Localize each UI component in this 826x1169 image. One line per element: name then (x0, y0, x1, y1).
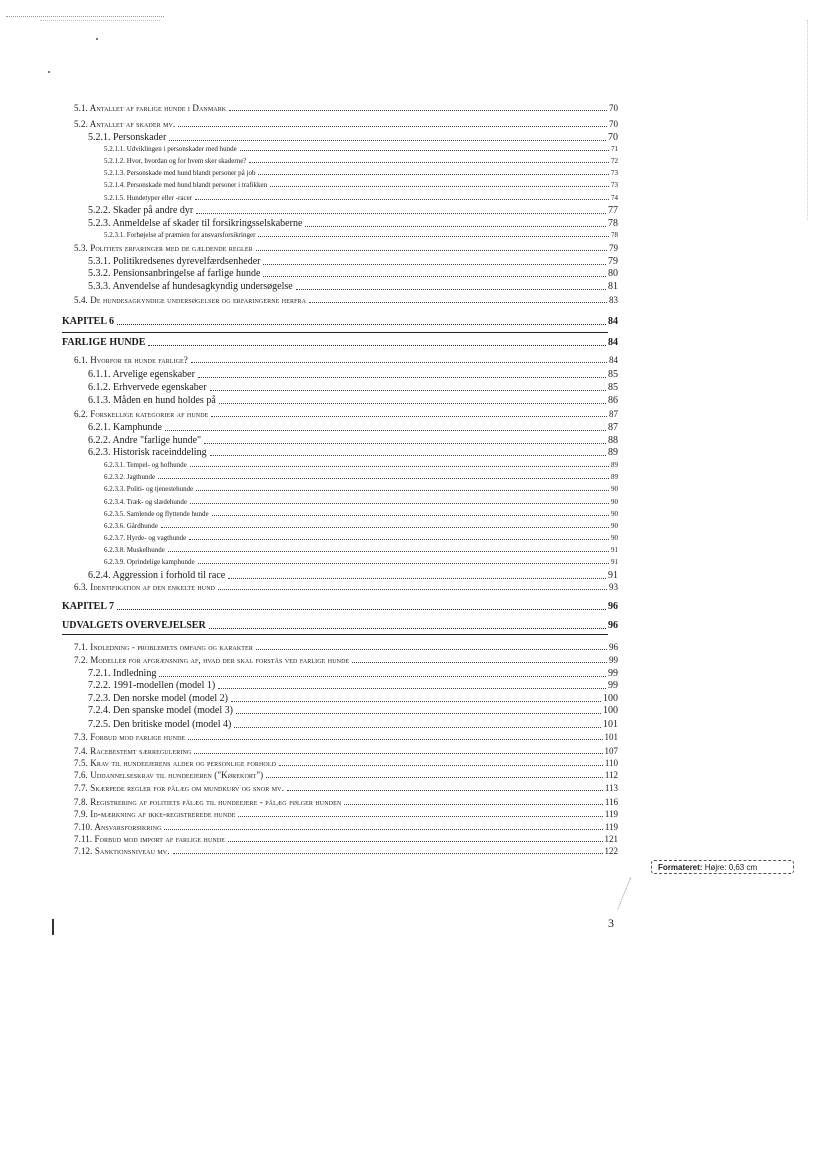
toc-entry[interactable] (62, 535, 618, 542)
comment-label: Formateret: (658, 863, 703, 872)
toc-dot-leader (204, 443, 606, 444)
toc-entry-page: 93 (609, 582, 618, 592)
toc-dot-leader (178, 126, 607, 127)
toc-entry-page: 99 (608, 668, 618, 679)
toc-entry[interactable] (62, 571, 618, 581)
toc-entry-label: 6.2.3.9. Oprindelige kamphunde (104, 558, 195, 566)
toc-entry-label: 6.2.3.8. Muskelhunde (104, 546, 165, 554)
toc-dot-leader (231, 701, 601, 702)
scan-artifact-top (6, 16, 164, 19)
toc-entry[interactable] (62, 681, 618, 691)
toc-entry-label: UDVALGETS OVERVEJELSER (62, 620, 206, 631)
toc-entry-page: 107 (604, 746, 618, 756)
toc-entry-label: 6.2.3.2. Jagthunde (104, 473, 156, 481)
toc-entry[interactable] (62, 383, 618, 393)
toc-entry-label: 7.2.3. Den norske model (model 2) (88, 693, 228, 704)
toc-entry-label: 6.2.2. Andre "farlige hunde" (88, 435, 202, 446)
toc-entry-page: 119 (604, 809, 618, 819)
toc-entry-label: 5.2.1.2. Hvor, hvordan og for hvem sker skaderne? (104, 157, 247, 165)
toc-entry[interactable] (62, 219, 618, 229)
toc-entry-page: 79 (609, 243, 618, 253)
toc-dot-leader (296, 289, 606, 290)
toc-entry-label: 6.2. Forskellige kategorier af hunde (74, 409, 209, 419)
toc-entry-page: 110 (604, 758, 618, 768)
toc-entry-label: 7.2.4. Den spanske model (model 3) (88, 705, 233, 716)
toc-entry[interactable] (62, 810, 618, 819)
toc-entry[interactable] (62, 317, 618, 327)
toc-entry[interactable] (62, 370, 618, 380)
toc-entry-label: 7.2.1. Indledning (88, 668, 157, 679)
toc-entry-label: 7.6. Uddannelseskrav til hundeejeren ("Kørekort") (74, 770, 264, 780)
toc-entry-page: 122 (604, 846, 618, 856)
toc-dot-leader (209, 628, 606, 629)
toc-entry-page: 116 (604, 797, 618, 807)
toc-entry[interactable] (62, 656, 618, 665)
toc-dot-leader (189, 539, 609, 540)
toc-entry[interactable] (62, 462, 618, 469)
toc-dot-leader (210, 455, 606, 456)
toc-entry-label: 5.2. Antallet af skader mv. (74, 119, 176, 129)
toc-entry-page: 91 (611, 558, 618, 566)
comment-text: Højre: 0,63 cm (704, 863, 758, 872)
toc-dot-leader (191, 362, 607, 363)
toc-entry[interactable] (62, 669, 618, 679)
toc-entry-page: 90 (611, 534, 618, 542)
toc-entry-label: 6.2.3.5. Samlende og flyttende hunde (104, 510, 209, 518)
toc-entry-page: 91 (608, 570, 618, 581)
toc-entry-label: 7.9. Id-mærkning af ikke-registrerede hunde (74, 809, 236, 819)
change-bar (52, 919, 54, 935)
toc-dot-leader (190, 466, 609, 467)
toc-entry-label: 6.2.3.3. Politi- og tjenestehunde (104, 485, 194, 493)
toc-dot-leader (228, 578, 606, 579)
toc-entry-label: 6.2.3. Historisk raceinddeling (88, 447, 207, 458)
toc-entry-label: 6.3. Identifikation af den enkelte hund (74, 582, 216, 592)
toc-dot-leader (234, 727, 601, 728)
toc-entry-page: 78 (608, 218, 618, 229)
toc-dot-leader (236, 713, 601, 714)
toc-dot-leader (165, 430, 606, 431)
toc-dot-leader (229, 110, 607, 111)
toc-entry[interactable] (62, 158, 618, 165)
toc-dot-leader (159, 676, 606, 677)
toc-entry-page: 99 (608, 680, 618, 691)
toc-entry-label: 7.12. Sanktionsniveau mv. (74, 846, 170, 856)
toc-dot-leader (158, 478, 609, 479)
toc-entry-label: 7.1. Indledning - problemets omfang og karakter (74, 642, 253, 652)
toc-entry-page: 99 (609, 655, 618, 665)
toc-dot-leader (117, 324, 606, 325)
toc-entry-label: 6.1. Hvorfor er hunde farlige? (74, 355, 188, 365)
toc-entry-page: 96 (609, 642, 618, 652)
toc-entry[interactable] (62, 410, 618, 419)
toc-entry[interactable] (62, 170, 618, 177)
toc-dot-leader (169, 140, 606, 141)
toc-dot-leader (238, 816, 602, 817)
toc-entry[interactable] (62, 547, 618, 554)
toc-entry[interactable] (62, 296, 618, 305)
toc-entry-label: 7.2. Modeller for afgrænsning af, hvad der skal forstås ved farlige hunde (74, 655, 350, 665)
toc-dot-leader (258, 174, 609, 175)
toc-entry-label: 7.2.2. 1991-modellen (model 1) (88, 680, 216, 691)
scan-artifact-top-secondary (40, 20, 160, 21)
toc-entry-page: 101 (604, 732, 618, 742)
toc-entry-page: 112 (604, 770, 618, 780)
toc-entry-label: 7.5. Krav til hundeejerens alder og personlige forhold (74, 758, 277, 768)
toc-entry-page: 89 (611, 461, 618, 469)
toc-entry-page: 73 (611, 181, 618, 189)
toc-entry-page: 84 (608, 337, 618, 348)
toc-dot-leader (194, 753, 602, 754)
toc-entry[interactable] (62, 511, 618, 518)
toc-dot-leader (190, 503, 609, 504)
toc-dot-leader (270, 186, 609, 187)
section-rule (62, 634, 608, 635)
toc-entry-label: 6.2.3.6. Gårdhunde (104, 522, 158, 530)
toc-entry-page: 119 (604, 822, 618, 832)
toc-entry-page: 85 (608, 382, 618, 393)
toc-entry-label: KAPITEL 7 (62, 601, 114, 612)
toc-entry[interactable] (62, 706, 618, 716)
toc-entry-page: 83 (609, 295, 618, 305)
toc-entry-label: 7.4. Racebestemt særregulering (74, 746, 192, 756)
toc-dot-leader (219, 403, 606, 404)
toc-entry-label: 5.3.3. Anvendelse af hundesagkyndig undersøgelse (88, 281, 293, 292)
toc-dot-leader (198, 377, 606, 378)
toc-dot-leader (196, 490, 609, 491)
toc-entry[interactable] (62, 823, 618, 832)
toc-entry-page: 70 (609, 103, 618, 113)
toc-entry-page: 71 (611, 145, 618, 153)
toc-entry-page: 70 (608, 132, 618, 143)
toc-entry-label: FARLIGE HUNDE (62, 337, 146, 348)
toc-entry[interactable] (62, 338, 618, 348)
toc-entry-page: 121 (604, 834, 618, 844)
toc-entry-page: 70 (609, 119, 618, 129)
toc-entry-label: 7.3. Forbud mod farlige hunde (74, 732, 186, 742)
toc-dot-leader (161, 527, 609, 528)
toc-entry-page: 74 (611, 194, 618, 202)
toc-entry[interactable] (62, 798, 618, 807)
toc-entry-label: 5.2.1.5. Hundetyper eller -racer (104, 194, 193, 202)
toc-entry[interactable] (62, 771, 618, 780)
toc-entry-page: 77 (608, 205, 618, 216)
toc-dot-leader (196, 213, 606, 214)
toc-entry-label: 5.3.2. Pensionsanbringelse af farlige hunde (88, 268, 261, 279)
toc-dot-leader (258, 236, 609, 237)
toc-dot-leader (240, 150, 609, 151)
scan-speck (48, 71, 50, 73)
toc-entry-label: 5.1. Antallet af farlige hunde i Danmark (74, 103, 227, 113)
toc-entry-page: 90 (611, 510, 618, 518)
toc-entry[interactable] (62, 104, 618, 113)
toc-entry-page: 87 (609, 409, 618, 419)
toc-entry[interactable] (62, 694, 618, 704)
toc-entry-label: 6.2.3.4. Træk- og slædehunde (104, 498, 188, 506)
toc-entry[interactable] (62, 232, 618, 239)
toc-dot-leader (344, 804, 603, 805)
toc-dot-leader (256, 250, 607, 251)
toc-entry-label: 6.2.1. Kamphunde (88, 422, 162, 433)
toc-entry-label: 6.2.3.1. Tempel- og hofhunde (104, 461, 187, 469)
toc-entry[interactable] (62, 847, 618, 856)
toc-entry[interactable] (62, 747, 618, 756)
toc-entry-page: 96 (608, 601, 618, 612)
toc-entry[interactable] (62, 559, 618, 566)
toc-entry-page: 89 (611, 473, 618, 481)
toc-entry-label: 6.1.2. Erhvervede egenskaber (88, 382, 207, 393)
toc-entry-page: 73 (611, 169, 618, 177)
toc-entry[interactable] (62, 523, 618, 530)
toc-entry-label: 6.1.1. Arvelige egenskaber (88, 369, 195, 380)
toc-dot-leader (195, 199, 609, 200)
toc-dot-leader (173, 853, 603, 854)
toc-dot-leader (218, 688, 606, 689)
toc-dot-leader (266, 777, 603, 778)
toc-dot-leader (228, 841, 602, 842)
section-rule (62, 332, 608, 333)
toc-entry-label: 5.2.3.1. Forhøjelse af præmien for ansvarsforsikringer (104, 231, 256, 239)
toc-dot-leader (210, 390, 606, 391)
toc-entry-page: 100 (603, 693, 618, 704)
toc-entry[interactable] (62, 486, 618, 493)
toc-entry[interactable] (62, 602, 618, 612)
toc-entry[interactable] (62, 621, 618, 631)
toc-entry-label: 5.3. Politiets erfaringer med de gældende regler (74, 243, 253, 253)
toc-entry[interactable] (62, 195, 618, 202)
toc-dot-leader (211, 416, 607, 417)
toc-entry-label: 6.1.3. Måden en hund holdes på (88, 395, 216, 406)
toc-entry[interactable] (62, 759, 618, 768)
toc-entry-label: 5.2.1.1. Udviklingen i personskader med hunde (104, 145, 237, 153)
toc-entry[interactable] (62, 474, 618, 481)
toc-entry-page: 88 (608, 435, 618, 446)
toc-entry-page: 100 (603, 705, 618, 716)
toc-dot-leader (287, 790, 603, 791)
toc-entry-page: 101 (603, 719, 618, 730)
comment-connector-line (617, 878, 632, 910)
toc-entry[interactable] (62, 257, 618, 267)
toc-dot-leader (309, 302, 607, 303)
toc-dot-leader (212, 515, 609, 516)
toc-entry[interactable] (62, 146, 618, 153)
toc-entry[interactable] (62, 583, 618, 592)
toc-entry-label: 7.8. Registrering af politiets pålæg til hundeejere - pålæg følger hunden (74, 797, 342, 807)
toc-entry-label: 5.4. De hundesagkyndige undersøgelser og erfaringerne herfra (74, 295, 307, 305)
toc-entry-page: 79 (608, 256, 618, 267)
toc-entry-label: 7.10. Ansvarsforsikring (74, 822, 162, 832)
toc-entry-label: 7.11. Forbud mod import af farlige hunde (74, 834, 226, 844)
scan-right-edge (807, 20, 809, 220)
toc-entry[interactable] (62, 835, 618, 844)
toc-dot-leader (279, 765, 603, 766)
toc-dot-leader (117, 609, 606, 610)
toc-dot-leader (305, 226, 606, 227)
toc-dot-leader (352, 662, 607, 663)
toc-entry-page: 96 (608, 620, 618, 631)
toc-entry[interactable] (62, 643, 618, 652)
toc-entry[interactable] (62, 182, 618, 189)
toc-entry-label: 7.2.5. Den britiske model (model 4) (88, 719, 232, 730)
toc-entry[interactable] (62, 784, 618, 793)
toc-dot-leader (164, 829, 602, 830)
toc-entry-label: 5.2.2. Skader på andre dyr (88, 205, 194, 216)
toc-dot-leader (168, 551, 609, 552)
toc-entry[interactable] (62, 720, 618, 730)
toc-entry-label: KAPITEL 6 (62, 316, 114, 327)
scan-speck (96, 38, 98, 40)
toc-entry-label: 5.2.1. Personskader (88, 132, 167, 143)
toc-entry-page: 85 (608, 369, 618, 380)
toc-entry-page: 87 (608, 422, 618, 433)
toc-entry-label: 7.7. Skærpede regler for pålæg om mundkurv og snor mv. (74, 783, 284, 793)
toc-dot-leader (188, 739, 602, 740)
toc-entry[interactable] (62, 244, 618, 253)
toc-dot-leader (263, 276, 606, 277)
toc-dot-leader (249, 162, 609, 163)
toc-entry[interactable] (62, 133, 618, 143)
toc-entry[interactable] (62, 423, 618, 433)
toc-dot-leader (148, 345, 606, 346)
toc-entry[interactable] (62, 206, 618, 216)
toc-entry[interactable] (62, 436, 618, 446)
toc-entry[interactable] (62, 499, 618, 506)
toc-dot-leader (218, 589, 607, 590)
toc-entry-page: 86 (608, 395, 618, 406)
toc-entry-label: 6.2.3.7. Hyrde- og vagthunde (104, 534, 187, 542)
toc-entry[interactable] (62, 356, 618, 365)
toc-entry-page: 89 (608, 447, 618, 458)
toc-entry-page: 84 (608, 316, 618, 327)
toc-dot-leader (198, 563, 609, 564)
toc-entry[interactable] (62, 269, 618, 279)
toc-entry[interactable] (62, 396, 618, 406)
toc-entry-page: 90 (611, 485, 618, 493)
toc-entry-page: 81 (608, 281, 618, 292)
toc-entry-page: 72 (611, 157, 618, 165)
toc-entry-page: 113 (604, 783, 618, 793)
toc-entry-label: 5.2.1.4. Personskade med hund blandt personer i trafikken (104, 181, 268, 189)
toc-entry-page: 90 (611, 522, 618, 530)
toc-entry[interactable] (62, 282, 618, 292)
toc-dot-leader (256, 649, 607, 650)
toc-dot-leader (263, 264, 606, 265)
toc-entry-page: 78 (611, 231, 618, 239)
formatting-comment-balloon[interactable] (651, 860, 794, 874)
toc-entry[interactable] (62, 448, 618, 458)
toc-entry-page: 90 (611, 498, 618, 506)
toc-entry-page: 80 (608, 268, 618, 279)
toc-entry-label: 5.3.1. Politikredsenes dyrevelfærdsenheder (88, 256, 261, 267)
toc-entry[interactable] (62, 120, 618, 129)
toc-entry-label: 6.2.4. Aggression i forhold til race (88, 570, 226, 581)
toc-entry-label: 5.2.1.3. Personskade med hund blandt personer på job (104, 169, 256, 177)
page-number: 3 (608, 916, 614, 930)
toc-entry-page: 84 (609, 355, 618, 365)
toc-entry[interactable] (62, 733, 618, 742)
toc-entry-page: 91 (611, 546, 618, 554)
toc-entry-label: 5.2.3. Anmeldelse af skader til forsikringsselskaberne (88, 218, 303, 229)
